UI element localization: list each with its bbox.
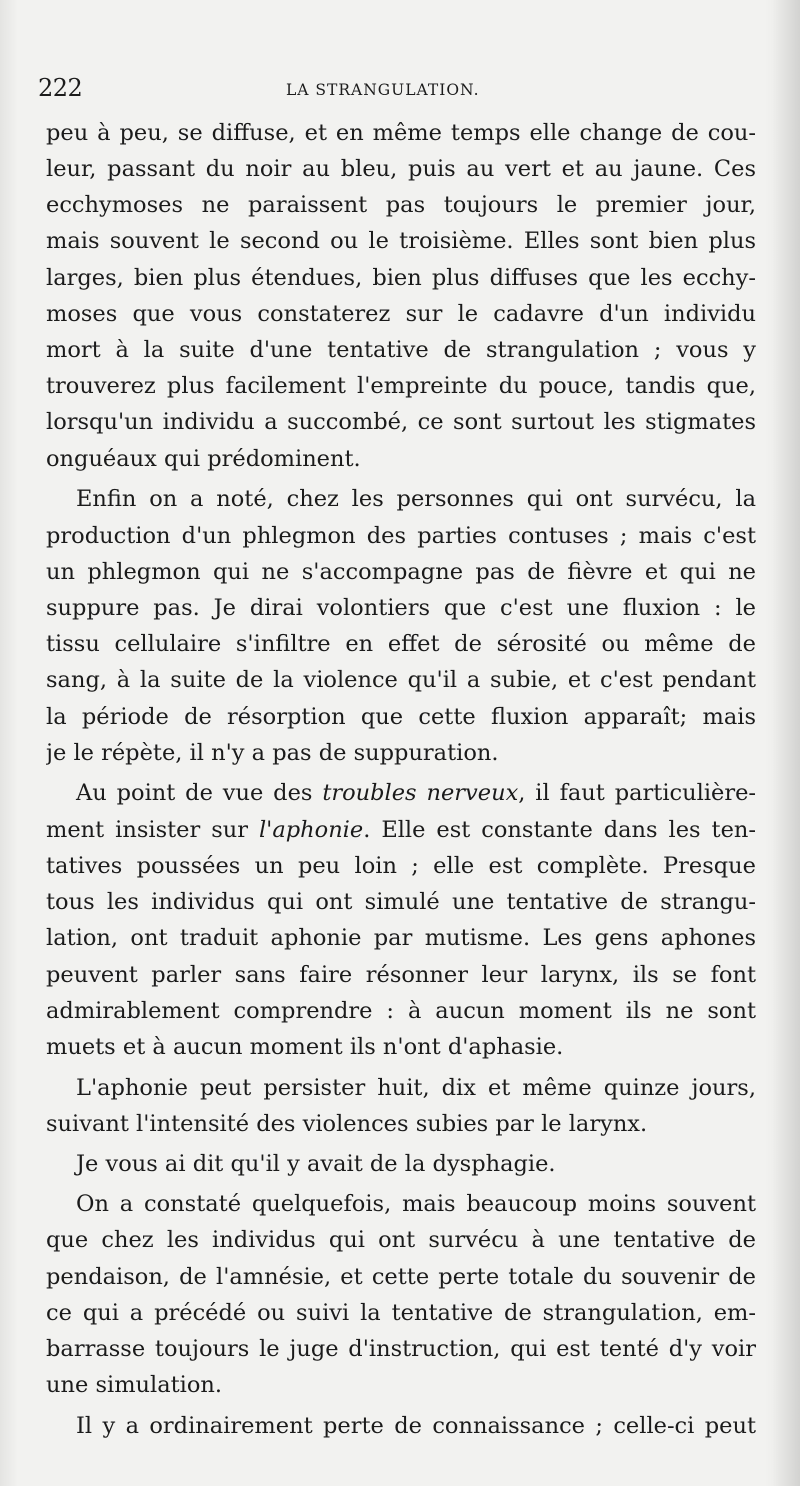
text-line: mort à la suite d'une tentative de strangulation ; vous y	[46, 337, 756, 363]
text-line: peuvent parler sans faire résonner leur larynx, ils se font	[46, 962, 756, 988]
text-span: . Elle est constante dans les ten-	[363, 817, 756, 843]
text-line: trouverez plus facilement l'empreinte du pouce, tandis que,	[46, 373, 756, 399]
text-span: Au point de vue des	[76, 780, 323, 806]
text-line: admirablement comprendre : à aucun moment ils ne sont	[46, 998, 756, 1024]
text-line: ecchymoses ne paraissent pas toujours le premier jour,	[46, 192, 756, 218]
text-line: tatives poussées un peu loin ; elle est complète. Presque	[46, 853, 756, 879]
text-line: peu à peu, se diffuse, et en même temps elle change de cou-	[46, 120, 756, 146]
text-line: un phlegmon qui ne s'accompagne pas de fièvre et qui ne	[46, 559, 756, 585]
text-line: larges, bien plus étendues, bien plus diffuses que les ecchy-	[46, 265, 756, 291]
text-span: ment insister sur	[46, 817, 259, 843]
text-line: que chez les individus qui ont survécu à une tentative de	[46, 1227, 756, 1253]
text-line: suppure pas. Je dirai volontiers que c'est une fluxion : le	[46, 595, 756, 621]
text-line: sang, à la suite de la violence qu'il a subie, et c'est pendant	[46, 667, 756, 693]
text-line: tous les individus qui ont simulé une tentative de strangu-	[46, 889, 756, 915]
text-line: ce qui a précédé ou suivi la tentative de strangulation, em-	[46, 1300, 756, 1326]
text-line: la période de résorption que cette fluxion apparaît; mais	[46, 704, 756, 730]
text-line: On a constaté quelquefois, mais beaucoup moins souvent	[76, 1191, 756, 1217]
text-line: production d'un phlegmon des parties contuses ; mais c'est	[46, 523, 756, 549]
text-line: suivant l'intensité des violences subies par le larynx.	[46, 1111, 648, 1137]
text-line: Enfin on a noté, chez les personnes qui ont survécu, la	[76, 486, 756, 512]
italic-text: troubles nerveux	[322, 780, 519, 806]
text-line	[46, 776, 756, 810]
page-number: 222	[38, 74, 83, 102]
text-line: je le répète, il n'y a pas de suppuration.	[46, 740, 499, 766]
italic-text: l'aphonie	[258, 817, 364, 843]
text-line: tissu cellulaire s'infiltre en effet de sérosité ou même de	[46, 631, 756, 657]
text-line: moses que vous constaterez sur le cadavre d'un individu	[46, 301, 756, 327]
scan-edge-shadow	[764, 0, 800, 1486]
text-line: lation, ont traduit aphonie par mutisme. Les gens aphones	[46, 925, 756, 951]
running-head: LA STRANGULATION.	[286, 81, 480, 99]
text-line	[46, 813, 756, 847]
text-line: une simulation.	[46, 1372, 223, 1398]
text-line: leur, passant du noir au bleu, puis au vert et au jaune. Ces	[46, 156, 756, 182]
text-line: L'aphonie peut persister huit, dix et même quinze jours,	[76, 1075, 756, 1101]
text-line: pendaison, de l'amnésie, et cette perte totale du souvenir de	[46, 1264, 756, 1290]
text-line: muets et à aucun moment ils n'ont d'aphasie.	[46, 1034, 564, 1060]
text-line: mais souvent le second ou le troisième. Elles sont bien plus	[46, 228, 756, 254]
text-line: onguéaux qui prédominent.	[46, 446, 361, 472]
text-line: lorsqu'un individu a succombé, ce sont surtout les stigmates	[46, 409, 756, 435]
text-line: Il y a ordinairement perte de connaissance ; celle-ci peut	[76, 1413, 756, 1439]
text-line: barrasse toujours le juge d'instruction, qui est tenté d'y voir	[46, 1336, 756, 1362]
text-line: Je vous ai dit qu'il y avait de la dysphagie.	[76, 1151, 556, 1177]
text-span: , il faut particulière-	[518, 780, 756, 806]
